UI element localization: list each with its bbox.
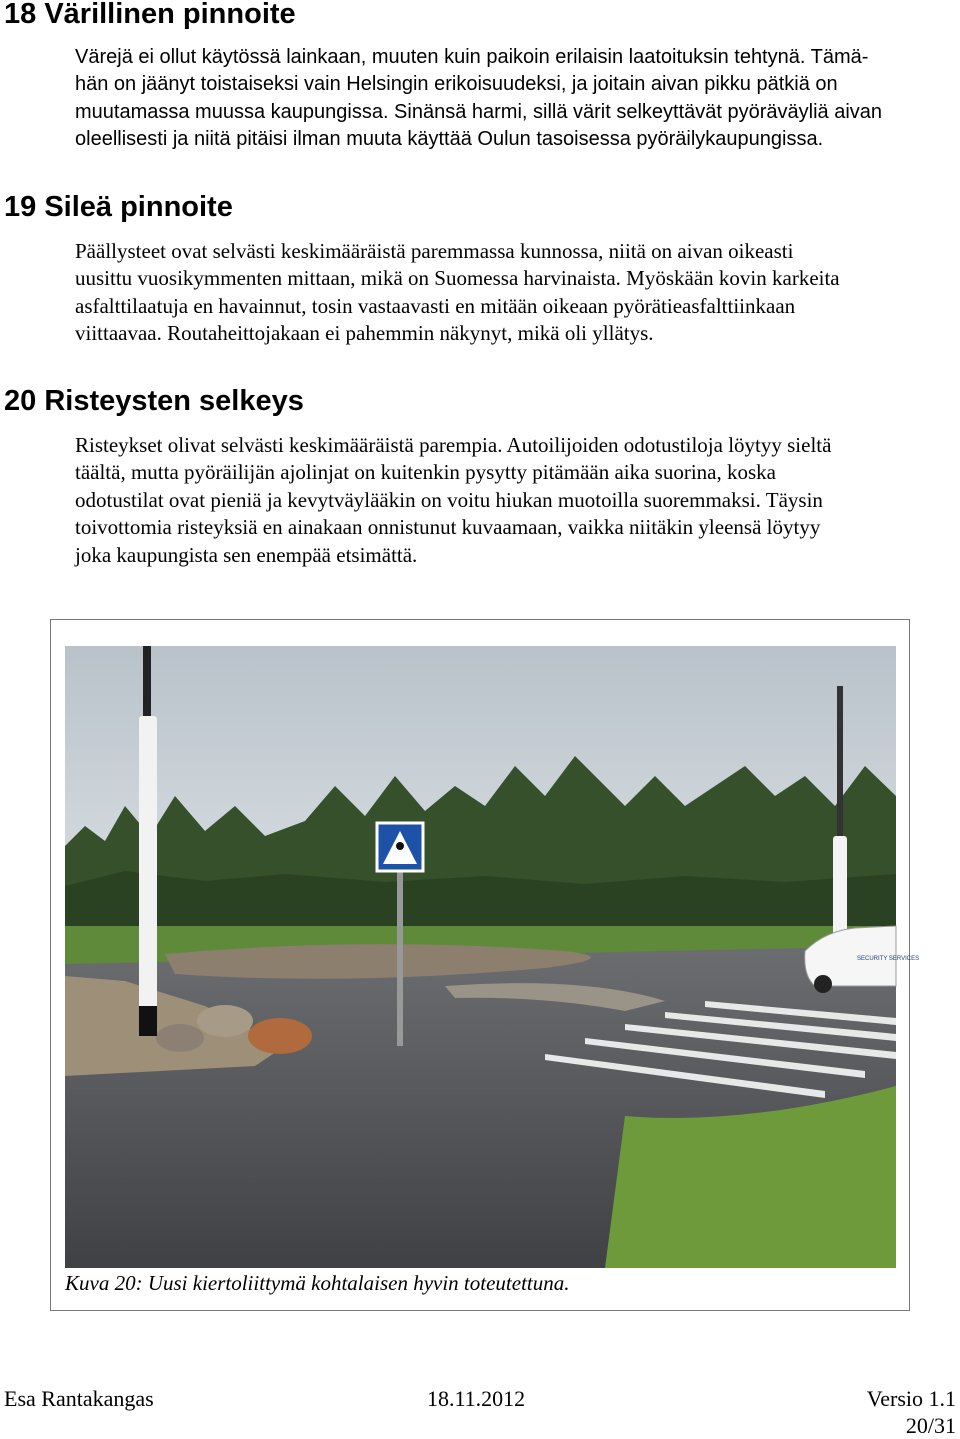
car-logo-text: SECURITY SERVICES [857,956,920,962]
section-19-body [75,238,945,348]
figure-frame [50,619,920,1311]
body-line: joka kaupungista sen enempää etsimättä. [75,542,418,567]
bollard-white [139,716,157,1036]
crossing-sign-figure [396,842,404,850]
body-line: muutamassa muussa kaupungissa. Sinänsä harmi, sillä värit selkeyttävät pyöräväyliä aivan [75,100,883,123]
body-line: Värejä ei ollut käytössä lainkaan, muuten kuin paikoin erilaisin laatoituksin tehtynä. Tämä- [75,46,869,68]
body-line: Risteykset olivat selvästi keskimääräistä parempia. Autoilijoiden odotustiloja löytyy sieltä [75,433,832,457]
rock [156,1024,204,1052]
roundabout-photo [65,646,920,1268]
footer-page-number: 20/31 [905,1413,956,1438]
section-19-heading: 19 Sileä pinnoite [4,191,233,223]
section-18-body [75,44,945,154]
body-line: Päällysteet ovat selvästi keskimääräistä paremmassa kunnossa, niitä on aivan oikeasti [75,239,794,263]
body-line: uusittu vuosikymmenten mittaan, mikä on Suomessa harvinaista. Myöskään kovin karkeita [75,266,840,291]
body-line: viittaavaa. Routaheittojakaan ei pahemmin näkynyt, mikä oli yllätys. [75,321,654,346]
rock [197,1005,253,1037]
body-line: toivottomia risteyksiä en ainakaan onnistunut kuvaamaan, vaikka niitäkin yleensä löytyy [75,515,821,540]
footer-date: 18.11.2012 [427,1386,526,1411]
sign-post [397,866,403,1046]
section-20-body [75,432,945,569]
figure-caption: Kuva 20: Uusi kiertoliittymä kohtalaisen hyvin toteutettuna. [65,1271,570,1295]
body-line: hän on jäänyt toistaiseksi vain Helsingin erikoisuudeksi, ja joitain aivan pikku pätkiä on [75,73,838,96]
body-line: oleellisesti ja niitä pitäisi ilman muuta käyttää Oulun tasoisessa pyöräilykaupungissa. [75,128,824,151]
body-line: odotustilat ovat pieniä ja kevytväylääkin on voitu hiukan muotoilla suoremmaksi. Täysin [75,487,823,512]
rock [248,1018,312,1054]
footer-version: Versio 1.1 [866,1386,956,1411]
roundabout-illustration [65,646,920,1268]
section-18-heading: 18 Värillinen pinnoite [4,0,296,30]
body-line: täältä, mutta pyöräilijän ajolinjat on kuitenkin pysytty pitämään aika suorina, koska [75,460,776,485]
bollard-band [139,1006,157,1036]
body-line: asfalttilaatuja en havainnut, tosin vastaavasti en mitään oikeaan pyörätieasfalttiinkaan [75,293,796,318]
footer-author: Esa Rantakangas [4,1386,154,1411]
car-wheel [814,975,832,993]
section-20-heading: 20 Risteysten selkeys [4,385,304,417]
